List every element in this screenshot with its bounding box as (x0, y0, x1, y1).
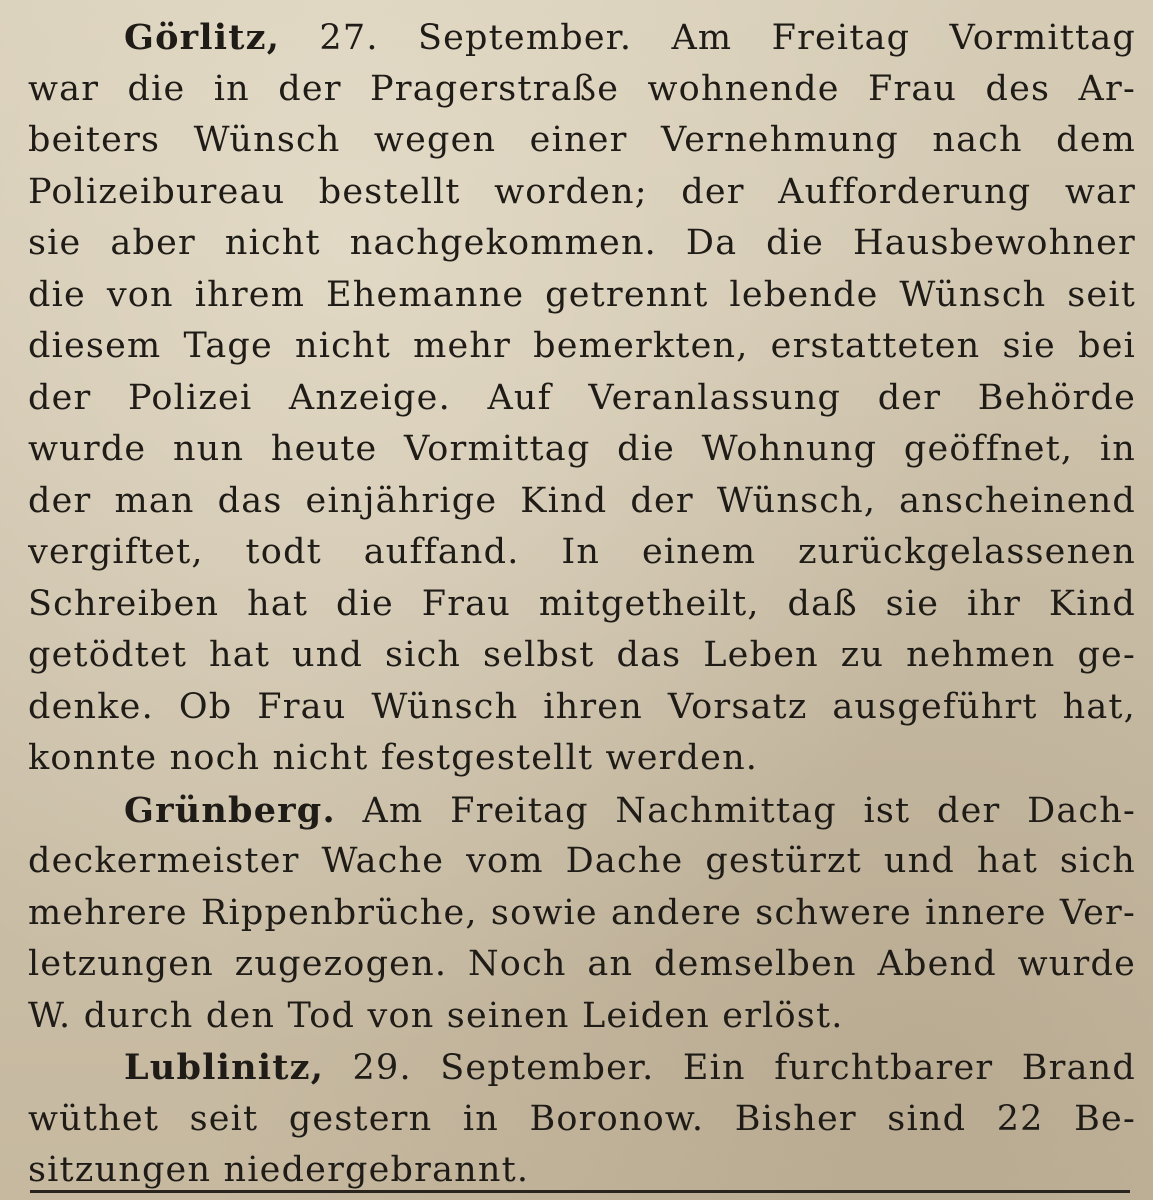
article-column (28, 12, 1136, 1197)
text-line: W. durch den Tod von seinen Leiden erlöst. (28, 995, 844, 1036)
text-line: sie aber nicht nachgekommen. Da die Hausbewohner (28, 223, 1136, 263)
column-divider-rule (30, 1190, 1130, 1193)
paragraph-goerlitz (28, 12, 1136, 785)
text-line: konnte noch nicht festgestellt werden. (28, 738, 759, 778)
paragraph-gruenberg (28, 785, 1136, 1043)
text-line: wüthet seit gestern in Boronow. Bisher sind 22 Be- (28, 1098, 1136, 1139)
text-line: mehrere Rippenbrüche, sowie andere schwere innere Ver- (28, 892, 1136, 933)
text-line: letzungen zugezogen. Noch an demselben Abend wurde (28, 944, 1136, 984)
text-line: denke. Ob Frau Wünsch ihren Vorsatz ausgeführt hat, (28, 686, 1136, 727)
text-line: diesem Tage nicht mehr bemerkten, erstatteten sie bei (28, 326, 1136, 366)
text-line: Polizeibureau bestellt worden; der Aufforderung war (28, 171, 1136, 212)
text-line: getödtet hat und sich selbst das Leben zu nehmen ge- (28, 635, 1136, 675)
line-text: Am Freitag Nachmittag ist der Dach- (362, 790, 1136, 831)
place-name: Grünberg. (124, 789, 336, 831)
line-text: 29. September. Ein furchtbarer Brand (352, 1048, 1136, 1088)
paragraph-lublinitz (28, 1042, 1136, 1197)
text-line (28, 1042, 1136, 1094)
text-line: der man das einjährige Kind der Wünsch, anscheinend (28, 480, 1136, 521)
text-line (28, 12, 1136, 64)
text-line: beiters Wünsch wegen einer Vernehmung nach dem (28, 120, 1136, 160)
text-line: der Polizei Anzeige. Auf Veranlassung der Behörde (28, 377, 1136, 418)
text-line: sitzungen niedergebrannt. (28, 1150, 530, 1190)
text-line (28, 785, 1136, 837)
place-name: Lublinitz, (124, 1047, 325, 1088)
text-line: war die in der Pragerstraße wohnende Frau des Ar- (28, 68, 1136, 109)
text-line: vergiftet, todt auffand. In einem zurückgelassenen (28, 532, 1136, 572)
text-line: die von ihrem Ehemanne getrennt lebende Wünsch seit (28, 274, 1136, 315)
text-line: Schreiben hat die Frau mitgetheilt, daß sie ihr Kind (28, 583, 1136, 624)
text-line: deckermeister Wache vom Dache gestürzt und hat sich (28, 841, 1136, 881)
text-line: wurde nun heute Vormittag die Wohnung geöffnet, in (28, 429, 1136, 469)
place-name: Görlitz, (124, 17, 281, 58)
line-text: 27. September. Am Freitag Vormittag (319, 18, 1136, 58)
